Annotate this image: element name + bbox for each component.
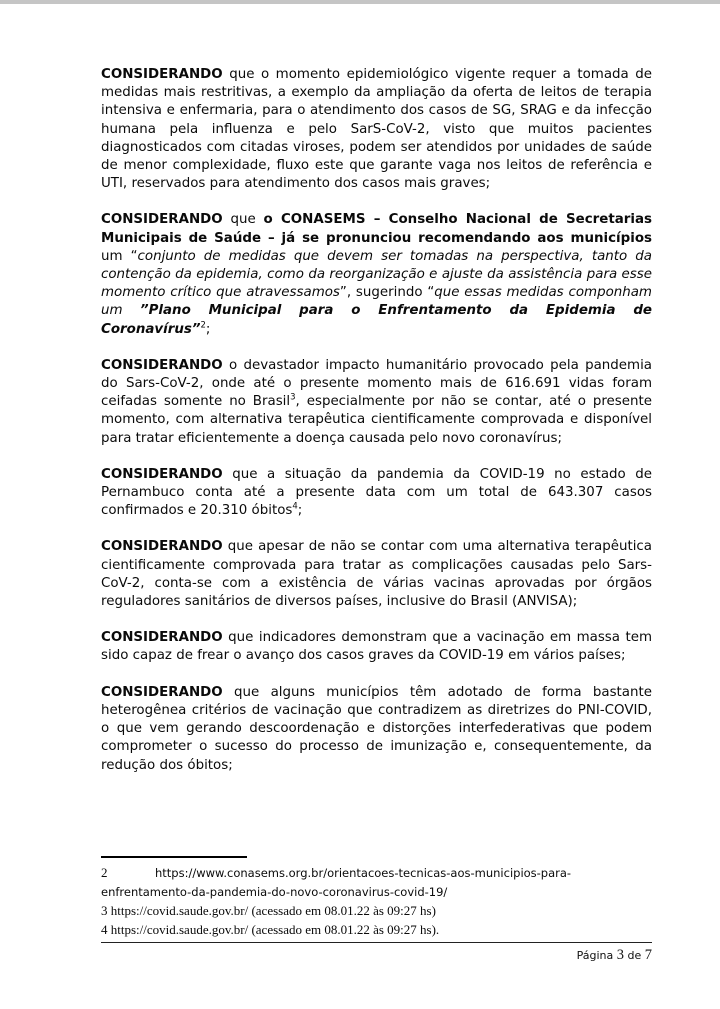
paragraph-text: ;: [297, 503, 303, 519]
top-edge-bar: [0, 0, 720, 4]
paragraph-text: que a situação da pandemia da COVID-19 no estado de Pernambuco conta até a presente data com um total de 643.307 casos confirmados e 20.310 óbitos: [101, 466, 652, 519]
footnote-3: [101, 901, 652, 920]
paragraph-considerando-6: [101, 629, 652, 665]
paragraph-text: que o momento epidemiológico vigente requer a tomada de medidas mais restritivas, a exemplo da ampliação da oferta de leitos de terapia intensiva e enfermaria, para o atendimento dos casos de SG, SRAG e da infecção humana pela influenza e pelo SarS-CoV-2, visto que muitos pacientes diagnosticados com citadas viroses, podem ser atendidos por unidades de saúde de menor complexidade, fluxo este que garante vaga nos leitos de referência e UTI, reservados para atendimento dos casos mais graves;: [101, 67, 652, 192]
italic-quote-run: que essas medidas componham um: [101, 285, 652, 319]
page-number-de-label: de: [627, 948, 642, 962]
paragraph-text: o devastador impacto humanitário provocado pela pandemia do Sars-CoV-2, onde até o presente momento mais de 616.691 vidas foram ceifadas somente no Brasil: [101, 357, 652, 410]
paragraph-lead-bold: CONSIDERANDO: [101, 539, 223, 555]
paragraph-text: que indicadores demonstram que a vacinação em massa tem sido capaz de frear o avanço dos casos graves da COVID-19 em vários países;: [101, 630, 652, 664]
paragraph-text: um “: [101, 248, 138, 264]
page-number-label: Página: [576, 948, 614, 962]
paragraph-text: ”, sugerindo “: [339, 285, 435, 301]
footnote-ref-4: 4: [292, 501, 298, 512]
page-number-total: 7: [644, 946, 652, 963]
footnote-marker: 4: [101, 922, 108, 938]
bold-italic-run: ”Plano Municipal para o Enfrentamento da Epidemia de Coronavírus”: [101, 303, 652, 337]
paragraph-considerando-4: [101, 466, 652, 521]
paragraph-lead-bold: CONSIDERANDO: [101, 630, 223, 646]
footnote-url-text: https://covid.saude.gov.br/ (acessado em 08.01.22 às 09:27 hs).: [110, 922, 440, 938]
footnote-4: [101, 920, 652, 939]
paragraph-lead-bold: CONSIDERANDO: [101, 212, 223, 228]
paragraph-considerando-5: [101, 538, 652, 611]
paragraph-text: , especialmente por não se contar, até o presente momento, com alternativa terapêutica cientificamente comprovada e disponível para tratar eficientemente a doença causada pelo novo coronavírus;: [101, 394, 652, 446]
paragraph-considerando-7: [101, 684, 652, 775]
paragraph-text: que apesar de não se contar com uma alternativa terapêutica cientificamente comprovada para tratar as complicações causadas pelo Sars-CoV-2, conta-se com a existência de várias vacinas aprovadas por órgãos reguladores sanitários de diversos países, inclusive do Brasil (ANVISA);: [101, 539, 652, 610]
footnote-url-text: https://covid.saude.gov.br/ (acessado em 08.01.22 às 09:27 hs): [110, 903, 436, 918]
footnote-ref-3: 3: [290, 392, 296, 403]
document-body: [101, 66, 652, 793]
italic-quote-run: conjunto de medidas que devem ser tomadas na perspectiva, tanto da contenção da epidemia, como da reorganização e ajuste da assistência para esse momento crítico que atravessamos: [101, 248, 652, 301]
footnote-url-text: https://www.conasems.org.br/orientacoes-tecnicas-aos-municipios-para-enfrentamento-da-pandemia-do-novo-coronavirus-covid-19/: [101, 866, 572, 899]
footnote-marker: 2: [101, 865, 108, 880]
page-number: [101, 947, 652, 964]
paragraph-considerando-3: [101, 357, 652, 448]
footnote-separator: [101, 856, 247, 858]
page-number-current: 3: [616, 946, 624, 963]
footnote-marker: 3: [101, 903, 108, 918]
paragraph-lead-bold: CONSIDERANDO: [101, 466, 223, 482]
footnote-ref-2: 2: [200, 320, 206, 331]
paragraph-considerando-1: [101, 66, 652, 193]
paragraph-considerando-2: [101, 211, 652, 338]
footer-rule: [101, 942, 652, 943]
paragraph-text: ;: [205, 321, 211, 337]
paragraph-lead-bold: CONSIDERANDO: [101, 67, 223, 82]
paragraph-lead-bold: CONSIDERANDO: [101, 684, 223, 700]
bold-run: o CONASEMS – Conselho Nacional de Secretarias Municipais de Saúde – já se pronunciou recomendando aos municípios: [101, 212, 652, 246]
paragraph-text: que alguns municípios têm adotado de forma bastante heterogênea critérios de vacinação que contradizem as diretrizes do PNI-COVID, o que vem gerando descoordenação e distorções interfederativas que podem comprometer o sucesso do processo de imunização e, consequentemente, da redução dos óbitos;: [101, 684, 652, 773]
paragraph-text: que: [222, 212, 264, 228]
page-footer: [101, 856, 652, 964]
footnote-2: [101, 864, 652, 901]
paragraph-lead-bold: CONSIDERANDO: [101, 357, 223, 373]
